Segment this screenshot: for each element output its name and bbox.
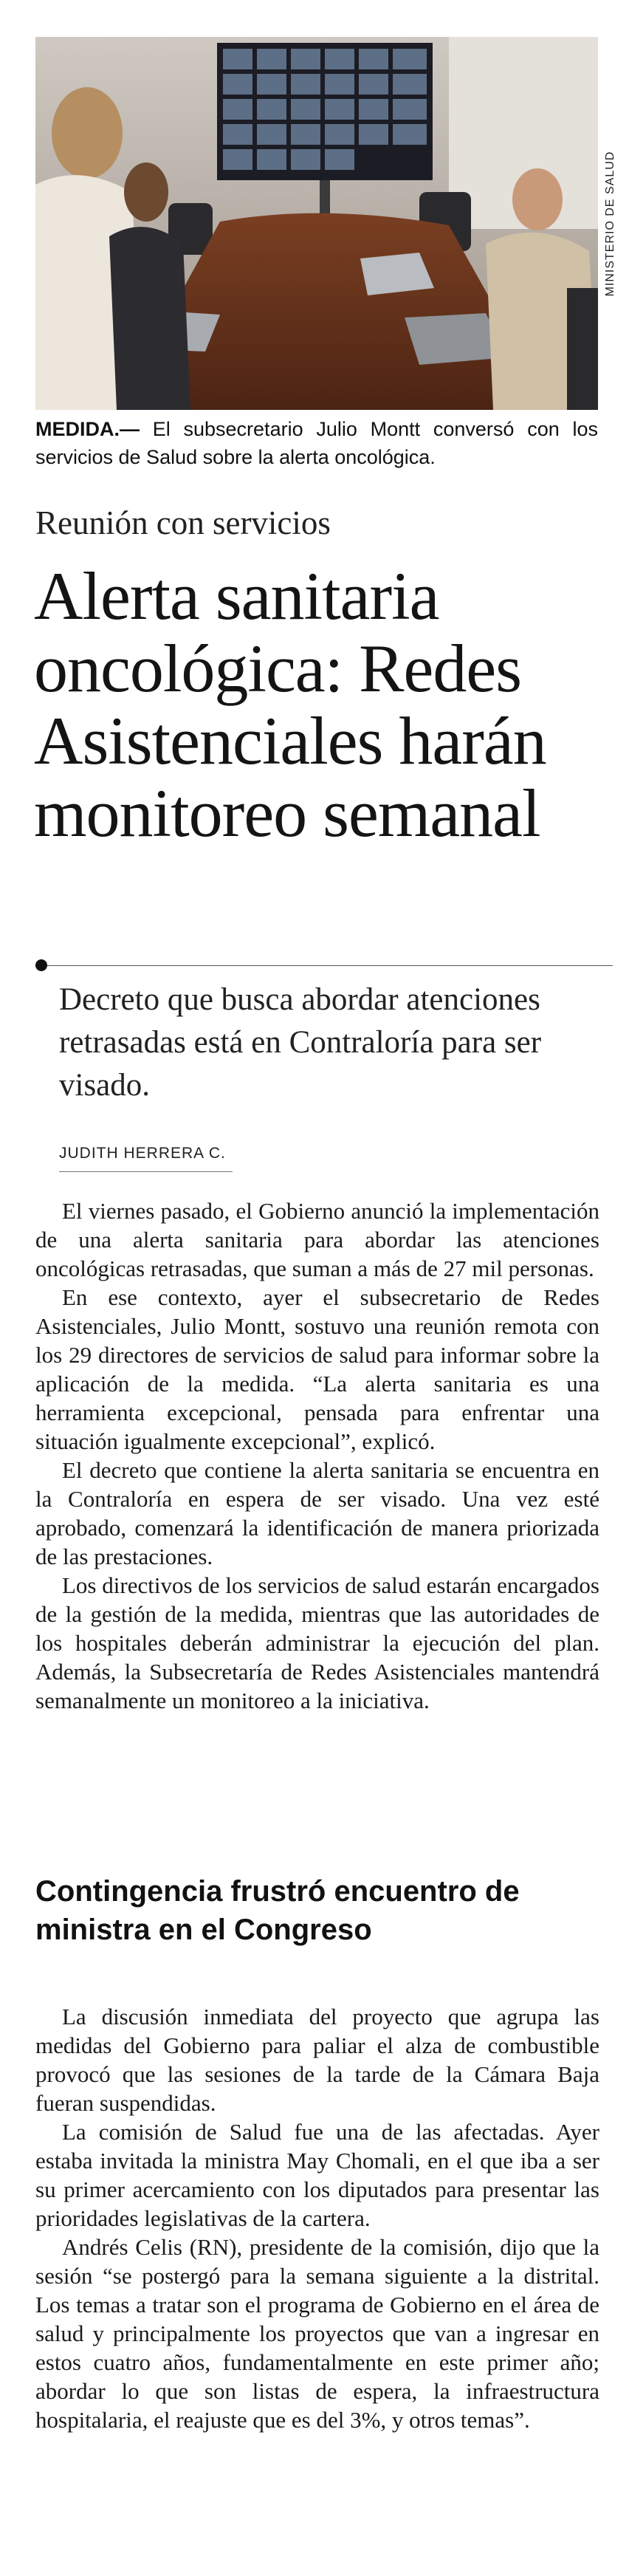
caption-text: El subsecretario Julio Montt conversó con los servicios de Salud sobre la alerta oncológica. — [35, 418, 598, 468]
body-paragraph: El decreto que contiene la alerta sanitaria se encuentra en la Contraloría en espera de ser visado. Una vez esté aprobado, comenzará la identificación de manera priorizada de las prestaciones. — [35, 1457, 599, 1569]
bullet-dot-icon — [35, 959, 47, 971]
photo-credit-text: MINISTERIO DE SALUD — [604, 151, 616, 296]
subhead: Contingencia frustró encuentro de ministra en el Congreso — [35, 1875, 520, 1946]
article-body — [35, 1196, 599, 1715]
deck: Decreto que busca abordar atenciones retrasadas está en Contraloría para ser visado. — [59, 982, 542, 1103]
body-paragraph: La comisión de Salud fue una de las afectadas. Ayer estaba invitada la ministra May Chomali, en el que iba a ser su primer acercamiento con los diputados para presentar las prioridades legislativas de la cartera. — [35, 2119, 599, 2231]
headline: Alerta sanitaria oncológica: Redes Asistenciales harán monitoreo semanal — [34, 558, 546, 851]
kicker: Reunión con servicios — [35, 504, 331, 541]
caption-lead: MEDIDA.— — [35, 418, 140, 440]
body-paragraph: En ese contexto, ayer el subsecretario de Redes Asistenciales, Julio Montt, sostuvo una reunión remota con los 29 directores de servicios de salud para informar sobre la aplicación de la medida. “La alerta sanitaria es una herramienta excepcional, pensada para enfrentar una situación igualmente excepcional”, explicó. — [35, 1284, 599, 1454]
body-paragraph: Los directivos de los servicios de salud estarán encargados de la gestión de la medida, mientras que las autoridades de los hospitales deberán administrar la ejecución del plan. Además, la Subsecretaría de Redes Asistenciales mantendrá semanalmente un monitoreo a la iniciativa. — [35, 1572, 599, 1713]
photo-caption — [35, 415, 598, 471]
byline-rule — [59, 1171, 233, 1172]
article-body-secondary — [35, 2002, 599, 2434]
body-paragraph: El viernes pasado, el Gobierno anunció la implementación de una alerta sanitaria para abordar las atenciones oncológicas retrasadas, que suman a más de 27 mil personas. — [35, 1198, 599, 1281]
body-paragraph: Andrés Celis (RN), presidente de la comisión, dijo que la sesión “se postergó para la semana siguiente a la distrital. Los temas a tratar son el programa de Gobierno en el área de salud y principalmente los proyectos que van a ingresar en estos cuatro años, fundamentalmente en este primer año; abordar lo que son listas de espera, la infraestructura hospitalaria, el reajuste que es del 3%, y otros temas”. — [35, 2234, 599, 2433]
divider-rule — [44, 965, 613, 966]
body-paragraph: La discusión inmediata del proyecto que agrupa las medidas del Gobierno para paliar el alza de combustible provocó que las sesiones de la tarde de la Cámara Baja fueran suspendidas. — [35, 2004, 599, 2116]
byline: JUDITH HERRERA C. — [59, 1145, 226, 1162]
photo-credit — [599, 37, 622, 410]
meeting-photo-illustration — [35, 37, 598, 410]
meeting-photo — [35, 37, 598, 410]
